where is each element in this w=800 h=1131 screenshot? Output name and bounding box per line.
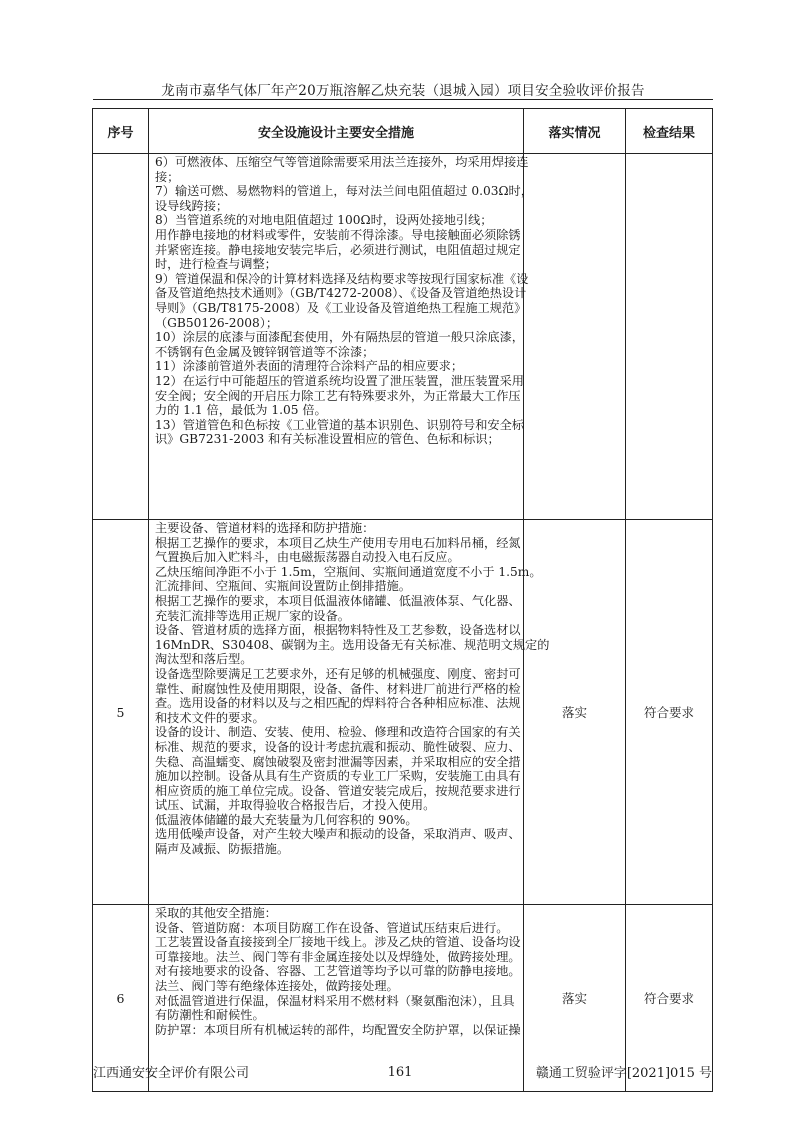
row-result: 符合要求 <box>626 905 713 1092</box>
table-row <box>93 154 713 520</box>
measure-line: 接； <box>155 169 180 184</box>
measure-line: 对低温管道进行保温，保温材料采用不燃材料（聚氨酯泡沫），且具 <box>155 993 515 1008</box>
measure-line: 根据工艺操作的要求，本项目乙炔生产使用专用电石加料吊桶，经氮 <box>155 535 521 550</box>
measure-line: 11）涂漆前管道外表面的清理符合涂料产品的相应要求； <box>155 359 464 374</box>
measure-line: 10）涂层的底漆与面漆配套使用，外有隔热层的管道一般只涂底漆， <box>155 330 524 345</box>
row-no <box>93 154 149 520</box>
row-no: 5 <box>93 520 149 905</box>
measure-line: 和技术文件的要求。 <box>155 710 265 725</box>
measure-line: 采取的其他安全措施： <box>155 906 277 920</box>
measure-line: 6）可燃液体、压缩空气等管道除需要采用法兰连接外，均采用焊接连 <box>155 155 529 169</box>
measure-line: 12）在运行中可能超压的管道系统均设置了泄压装置，泄压装置采用 <box>155 373 524 388</box>
footer-report-number: 赣通工贸验评字[2021]015 号 <box>535 1066 712 1081</box>
measure-line: 并紧密连接。静电接地安装完毕后，必须进行测试，电阻值超过规定 <box>155 242 521 257</box>
measure-line: 根据工艺操作的要求，本项目低温液体储罐、低温液体泵、气化器、 <box>155 593 521 608</box>
table-row <box>93 520 713 905</box>
page-number: 161 <box>387 1065 413 1080</box>
row-implementation: 落实 <box>524 520 626 905</box>
measure-line: （GB50126-2008）； <box>155 315 279 330</box>
measure-line: 查。选用设备的材料以及与之相匹配的焊料符合各种相应标准、法规 <box>155 696 521 711</box>
footer-company: 江西通安安全评价有限公司 <box>93 1066 250 1081</box>
measure-line: 识》GB7231-2003 和有关标准设置相应的管色、色标和标识； <box>155 432 500 447</box>
row-implementation <box>524 154 626 520</box>
measure-line: 隔声及减振、防振措施。 <box>155 842 290 857</box>
measure-line: 时，进行检查与调整； <box>155 257 277 272</box>
measure-line: 对有接地要求的设备、容器、工艺管道等均予以可靠的防静电接地。 <box>155 964 521 979</box>
measure-line: 低温液体储罐的最大充装量为几何容积的 90%。 <box>155 812 418 827</box>
measure-line: 相应资质的施工单位完成。设备、管道安装完成后，按规范要求进行 <box>155 783 521 798</box>
measure-line: 9）管道保温和保冷的计算材料选择及结构要求等按现行国家标准《设 <box>155 271 529 286</box>
measure-line: 设备、管道材质的选择方面，根据物料特性及工艺参数，设备选材以 <box>155 623 521 638</box>
header-result: 检查结果 <box>626 109 713 154</box>
header-divider <box>93 99 713 100</box>
safety-measures-table <box>92 108 713 1092</box>
table-header-row <box>93 109 713 154</box>
page-header-title: 龙南市嘉华气体厂年产20万瓶溶解乙炔充装（退城入园）项目安全验收评价报告 <box>161 83 645 99</box>
header-implementation: 落实情况 <box>524 109 626 154</box>
measure-line: 标准、规范的要求，设备的设计考虑抗震和振动、脆性破裂、应力、 <box>155 739 521 754</box>
measure-line: 乙炔压缩间净距不小于 1.5m，空瓶间、实瓶间通道宽度不小于 1.5m。 <box>155 564 542 579</box>
measure-line: 可靠接地。法兰、阀门等有非金属连接处以及焊缝处，做跨接处理。 <box>155 949 521 964</box>
measure-line: 用作静电接地的材料或零件，安装前不得涂漆。导电接触面必须除锈 <box>155 227 521 242</box>
measure-line: 16MnDR、S30408、碳钢为主。选用设备无有关标准、规范明文规定的 <box>155 637 550 652</box>
measure-line: 气置换后加入贮料斗，由电磁振荡器自动投入电石反应。 <box>155 550 460 565</box>
measure-line: 不锈钢有色金属及镀锌钢管道等不涂漆； <box>155 344 375 359</box>
measure-line: 力的 1.1 倍，最低为 1.05 倍。 <box>155 403 327 418</box>
measure-line: 设备、管道防腐：本项目防腐工作在设备、管道试压结束后进行。 <box>155 920 509 935</box>
row-result: 符合要求 <box>626 520 713 905</box>
measure-line: 选用低噪声设备，对产生较大噪声和振动的设备，采取消声、吸声、 <box>155 827 521 842</box>
header-measures: 安全设施设计主要安全措施 <box>149 109 524 154</box>
measure-line: 设备选型除要满足工艺要求外，还有足够的机械强度、刚度、密封可 <box>155 666 521 681</box>
measure-line: 试压、试漏，并取得验收合格报告后，才投入使用。 <box>155 798 436 813</box>
measure-line: 导则》（GB/T8175-2008）及《工业设备及管道绝热工程施工规范》 <box>155 300 527 315</box>
measure-line: 失稳、高温蠕变、腐蚀破裂及密封泄漏等因素，并采取相应的安全措 <box>155 754 521 769</box>
row-measures <box>149 154 533 520</box>
measure-line: 法兰、阀门等有绝缘体连接处，做跨接处理。 <box>155 978 399 993</box>
measure-line: 主要设备、管道材料的选择和防护措施： <box>155 521 375 535</box>
measure-line: 工艺装置设备直接接到全厂接地干线上。涉及乙炔的管道、设备均设 <box>155 935 521 950</box>
header-no: 序号 <box>93 109 149 154</box>
row-implementation: 落实 <box>524 905 626 1092</box>
measure-line: 13）管道管色和色标按《工业管道的基本识别色、识别符号和安全标 <box>155 417 524 432</box>
measure-line: 有防潮性和耐候性。 <box>155 1008 265 1023</box>
measure-line: 淘汰型和落后型。 <box>155 652 253 667</box>
measure-line: 充装汇流排等选用正规厂家的设备。 <box>155 608 350 623</box>
measure-line: 7）输送可燃、易燃物料的管道上，每对法兰间电阻值超过 0.03Ω时， <box>155 184 533 199</box>
row-no: 6 <box>93 905 149 1092</box>
measure-line: 汇流排间、空瓶间、实瓶间设置防止倒排措施。 <box>155 579 411 594</box>
row-result <box>626 154 713 520</box>
measure-line: 安全阀；安全阀的开启压力除工艺有特殊要求外，为正常最大工作压 <box>155 388 521 403</box>
measure-line: 防护罩：本项目所有机械运转的部件，均配置安全防护罩，以保证操 <box>155 1022 521 1037</box>
row-measures <box>149 520 550 905</box>
measure-line: 设备的设计、制造、安装、使用、检验、修理和改造符合国家的有关 <box>155 725 521 740</box>
measure-line: 备及管道绝热技术通则》（GB/T4272-2008）、《设备及管道绝热设计 <box>155 286 527 301</box>
measure-line: 靠性、耐腐蚀性及使用期限，设备、备件、材料进厂前进行严格的检 <box>155 681 521 696</box>
measure-line: 8）当管道系统的对地电阻值超过 100Ω时，设两处接地引线； <box>155 213 493 228</box>
measure-line: 设导线跨接； <box>155 198 229 213</box>
measure-line: 施加以控制。设备从具有生产资质的专业工厂采购，安装施工由具有 <box>155 769 521 784</box>
